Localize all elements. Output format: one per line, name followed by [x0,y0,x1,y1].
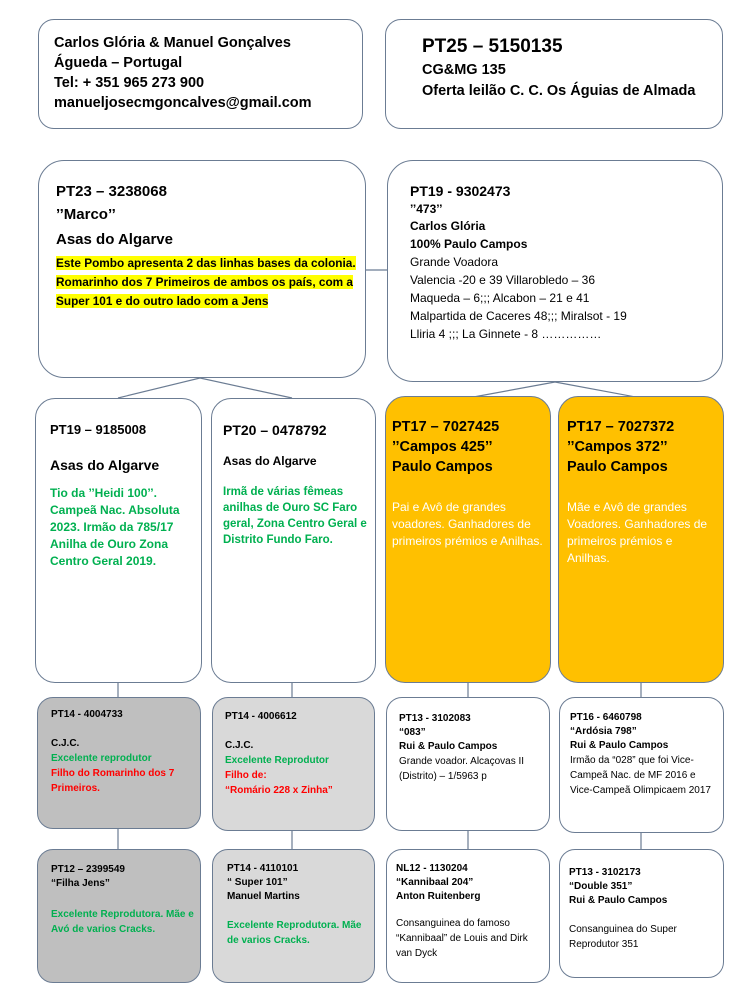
subject-ring: PT25 – 5150135 [422,36,563,57]
owner-names: Carlos Glória & Manuel Gonçalves [54,35,291,51]
ggp4-ring: PT16 - 6460798 [570,712,642,723]
ggp6-ring: PT14 - 4110101 [227,863,299,874]
owner-location: Águeda – Portugal [54,55,183,71]
dam-line-5: Lliria 4 ;;; La Ginnete - 8 …………… [410,327,602,341]
gp3-ring: PT17 – 7027425 [392,419,500,435]
ggp1-owner: C.J.C. [51,738,80,749]
ggp4-description: Irmão da “028” que foi Vice- Campeã Nac. de MF 2016 e Vice-Campeã Olimpicaem 2017 [570,755,711,796]
sire-note-2: Romarinho dos 7 Primeiros de ambos os país, com a Super 101 e do outro lado com a Jens [56,275,353,308]
ggp8-description: Consanguinea do Super Reprodutor 351 [569,924,677,950]
ggp8-owner: Rui & Paulo Campos [569,895,668,906]
grandparent-3-box [385,396,551,683]
ggp2-ring: PT14 - 4006612 [225,711,297,722]
subject-offer: Oferta leilão C. C. Os Águias de Almada [422,83,696,99]
gp3-breeder: Paulo Campos [392,459,493,475]
ggp6-name: “ Super 101” [227,877,288,888]
dam-box [387,160,723,382]
gp3-description: Pai e Avô de grandes voadores. Ganhadores de primeiros prémios e Anilhas. [392,500,543,548]
ggp3-name: “083” [399,727,426,738]
dam-line-3: Maqueda – 6;;; Alcabon – 21 e 41 [410,291,590,305]
sire-note-1: Este Pombo apresenta 2 das linhas bases da colonia. [56,256,356,270]
sire-name: ’’Marco’’ [56,206,116,223]
gp2-ring: PT20 – 0478792 [223,422,327,438]
ggp8-ring: PT13 - 3102173 [569,867,641,878]
gp4-name: ’’Campos 372’’ [567,439,668,455]
ggp5-name: “Filha Jens” [51,878,110,889]
sire-breeder: Asas do Algarve [56,231,173,248]
ggp7-description: Consanguinea do famoso “Kannibaal” de Louis and Dirk van Dyck [396,918,528,959]
ggp7-ring: NL12 - 1130204 [396,863,468,874]
dam-line-1: Grande Voadora [410,255,499,269]
ggp3-ring: PT13 - 3102083 [399,713,471,724]
grandparent-1-box [35,398,202,683]
owner-email: manueljosecmgoncalves@gmail.com [54,95,312,111]
gp3-name: ’’Campos 425’’ [392,439,493,455]
dam-name: ’’473’’ [410,202,443,216]
ggp5-description: Excelente Reprodutora. Mãe e Avó de varios Cracks. [51,909,194,935]
gp4-breeder: Paulo Campos [567,459,668,475]
ggp-4-box [559,697,724,833]
ggp2-owner: C.J.C. [225,740,254,751]
gp2-breeder: Asas do Algarve [223,454,317,468]
gp4-description: Mãe e Avô de grandes Voadores. Ganhadores de primeiros prémios e Anilhas. [567,500,708,565]
subject-box [385,19,723,129]
gp4-ring: PT17 – 7027372 [567,419,675,435]
dam-line-4: Malpartida de Caceres 48;;; Miralsot - 19 [410,309,627,323]
dam-ring: PT19 - 9302473 [410,183,511,199]
dam-origin: 100% Paulo Campos [410,237,528,251]
ggp-6-box [212,849,375,983]
ggp3-description: Grande voador. Alcaçovas II (Distrito) – 1/5963 p [399,756,525,782]
ggp-1-box [37,697,201,829]
ggp5-ring: PT12 – 2399549 [51,864,125,875]
ggp7-name: “Kannibaal 204” [396,877,474,888]
ggp1-green: Excelente reprodutor [51,753,152,764]
ggp6-owner: Manuel Martins [227,891,300,902]
owner-phone: Tel: + 351 965 273 900 [54,75,205,91]
ggp4-name: “Ardósia 798” [570,726,637,737]
ggp7-owner: Anton Ruitenberg [396,891,481,902]
ggp2-red-2: “Romário 228 x Zinha” [225,785,333,796]
owner-box [38,19,363,129]
gp2-description: Irmã de várias fêmeas anilhas de Ouro SC Faro geral, Zona Centro Geral e Distrito Fundo Faro. [223,486,367,546]
ggp8-name: “Double 351” [569,881,633,892]
ggp2-green: Excelente Reprodutor [225,755,329,766]
sire-ring: PT23 – 3238068 [56,183,167,200]
sire-box [38,160,366,378]
ggp-5-box [37,849,201,983]
ggp6-description: Excelente Reprodutora. Mãe de varios Cracks. [227,920,362,946]
subject-code: CG&MG 135 [422,62,506,78]
grandparent-2-box [211,398,376,683]
ggp4-owner: Rui & Paulo Campos [570,740,669,751]
ggp-8-box [559,849,724,978]
grandparent-4-box [558,396,724,683]
ggp1-ring: PT14 - 4004733 [51,709,123,720]
ggp1-red: Filho do Romarinho dos 7 Primeiros. [51,768,175,794]
dam-line-2: Valencia -20 e 39 Villarobledo – 36 [410,273,596,287]
ggp3-owner: Rui & Paulo Campos [399,741,498,752]
ggp-2-box [212,697,375,831]
ggp-7-box [386,849,550,983]
gp1-description: Tio da ’’Heidi 100’’. Campeã Nac. Absoluta 2023. Irmão da 785/17 Anilha de Ouro Zona Centro Geral 2019. [50,486,180,568]
dam-owner: Carlos Glória [410,219,486,233]
gp1-breeder: Asas do Algarve [50,457,160,473]
gp1-ring: PT19 – 9185008 [50,422,147,437]
ggp2-red-1: Filho de: [225,770,267,781]
ggp-3-box [386,697,550,831]
